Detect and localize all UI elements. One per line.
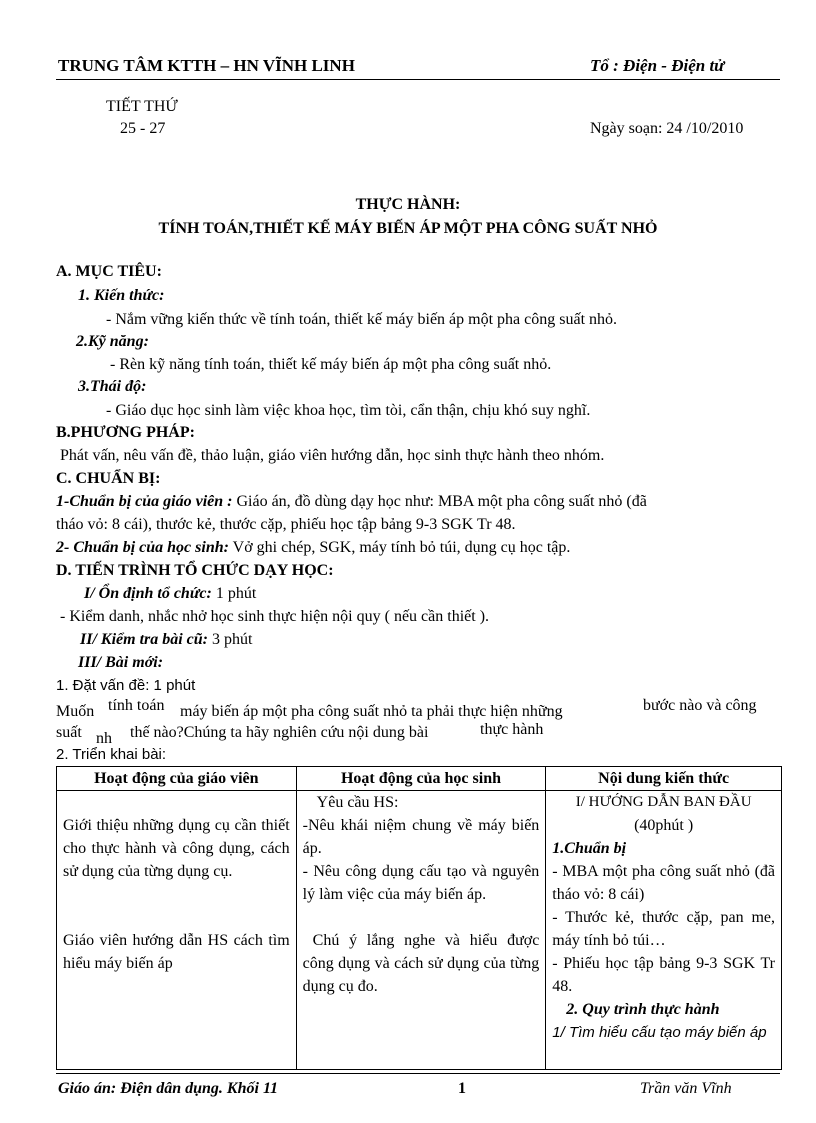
gv-text-1: Giới thiệu những dụng cụ cần thiết cho thực hành và công dụng, cách sử dụng của từng dụng cụ. [63,817,290,880]
section-c-heading: C. CHUẨN BỊ: [56,470,161,487]
hs-text-0: Yêu cầu HS: [316,794,399,811]
muon-word-5: suất [56,724,82,741]
hs-text-3: Chú ý lắng nghe và hiểu được công dụng và cách sử dụng của từng dụng cụ đo. [302,932,540,995]
table-header-hs: Hoạt động của học sinh [296,767,546,791]
kiem-tra-line [80,631,252,649]
table-header-gv: Hoạt động của giáo viên [57,767,297,791]
page-number: 1 [458,1080,466,1097]
thai-do-text: - Giáo dục học sinh làm việc khoa học, tìm tòi, cẩn thận, chịu khó suy nghĩ. [106,402,591,419]
muon-word-1: Muốn [56,703,95,720]
kien-thuc-text: - Nắm vững kiến thức về tính toán, thiết kế máy biến áp một pha công suất nhỏ. [106,311,618,328]
dat-van-de: 1. Đặt vấn đề: 1 phút [56,677,196,694]
gv-text-2: Giáo viên hướng dẫn HS cách tìm hiểu máy biến áp [63,932,290,972]
table-header-nd: Nội dung kiến thức [546,767,782,791]
tiet-number: 25 - 27 [120,120,166,137]
nd-heading-2: 1.Chuẩn bị [552,840,627,857]
hs-cell [296,791,546,1070]
nd-text-1: - MBA một pha công suất nhỏ (đã tháo vỏ: 8 cái) [552,863,775,903]
nd-text-2: - Thước kẻ, thước cặp, pan me, máy tính bỏ túi… [552,909,775,949]
chuan-bi-hs-heading: 2- Chuẩn bị của học sinh: [56,539,229,556]
lesson-plan-table [56,766,782,1070]
muon-word-2: tính toán [108,697,165,714]
thai-do-heading: 3.Thái độ: [78,378,147,395]
gv-cell [57,791,297,1070]
title-line-2: TÍNH TOÁN,THIẾT KẾ MÁY BIẾN ÁP MỘT PHA CÔNG SUẤT NHỎ [158,220,658,237]
chuan-bi-gv-text-1: Giáo án, đồ dùng dạy học như: MBA một pha công suất nhỏ (đã [232,493,647,510]
table-row [57,791,782,1070]
muon-word-3: máy biến áp một pha công suất nhỏ ta phải thực hiện những [180,703,563,720]
header-right: Tổ : Điện - Điện tử [590,56,725,75]
nd-heading-1a: I/ HƯỚNG DẪN BAN ĐẦU [575,794,752,810]
kiem-danh-item: - Kiểm danh, nhắc nhở học sinh thực hiện nội quy ( nếu cần thiết ). [60,608,490,625]
hs-text-2: - Nêu công dụng cấu tạo và nguyên lý làm việc của máy biến áp. [302,863,540,903]
nd-cell [546,791,782,1070]
on-dinh-heading: I/ Ổn định tổ chức: [84,585,212,602]
section-b-heading: B.PHƯƠNG PHÁP: [56,424,195,441]
footer-rule [56,1073,780,1074]
chuan-bi-gv-heading: 1-Chuẩn bị của giáo viên : [56,493,233,510]
kien-thuc-heading: 1. Kiến thức: [78,287,165,304]
chuan-bi-hs-line [56,539,570,557]
hs-text-1: -Nêu khái niệm chung về máy biến áp. [302,817,540,857]
kiem-tra-heading: II/ Kiểm tra bài cũ: [80,631,209,648]
header-rule [56,79,780,80]
section-a-heading: A. MỤC TIÊU: [56,263,162,280]
kiem-tra-time: 3 phút [208,631,253,648]
ky-nang-text: - Rèn kỹ năng tính toán, thiết kế máy biến áp một pha công suất nhỏ. [110,356,552,373]
trien-khai: 2. Triển khai bài: [56,746,167,763]
muon-word-7: thế nào?Chúng ta hãy nghiên cứu nội dung bài [130,724,429,741]
on-dinh-time: 1 phút [211,585,257,602]
section-b-text: Phát vấn, nêu vấn đề, thảo luận, giáo viên hướng dẫn, học sinh thực hành theo nhóm. [60,447,605,464]
bai-moi-heading: III/ Bài mới: [78,654,164,671]
section-d-heading: D. TIẾN TRÌNH TỔ CHỨC DẠY HỌC: [56,562,334,579]
chuan-bi-hs-text: Vở ghi chép, SGK, máy tính bỏ túi, dụng cụ học tập. [228,539,571,556]
muon-word-6: nh [96,730,112,747]
nd-heading-3: 2. Quy trình thực hành [566,1001,720,1018]
tiet-label: TIẾT THỨ [106,98,178,115]
ky-nang-heading: 2.Kỹ năng: [76,333,149,350]
ngay-soan: Ngày soạn: 24 /10/2010 [590,120,744,137]
nd-text-3: - Phiếu học tập bảng 9-3 SGK Tr 48. [552,955,775,995]
muon-word-4: bước nào và công [643,697,757,714]
table-header-row [57,767,782,791]
header-left: TRUNG TÂM KTTH – HN VĨNH LINH [58,56,355,75]
footer-right: Trần văn Vĩnh [640,1080,732,1097]
nd-heading-1b: (40phút ) [634,817,694,834]
on-dinh-line [84,585,256,603]
footer-left: Giáo án: Điện dân dụng. Khối 11 [58,1080,279,1097]
nd-text-4: 1/ Tìm hiểu cấu tạo máy biến áp [552,1024,767,1041]
chuan-bi-gv-line1 [56,493,647,511]
title-line-1: THỰC HÀNH: [355,196,461,213]
chuan-bi-gv-text-2: tháo vỏ: 8 cái), thước kẻ, thước cặp, phiếu học tập bảng 9-3 SGK Tr 48. [56,516,516,533]
muon-word-8: thực hành [480,721,544,738]
